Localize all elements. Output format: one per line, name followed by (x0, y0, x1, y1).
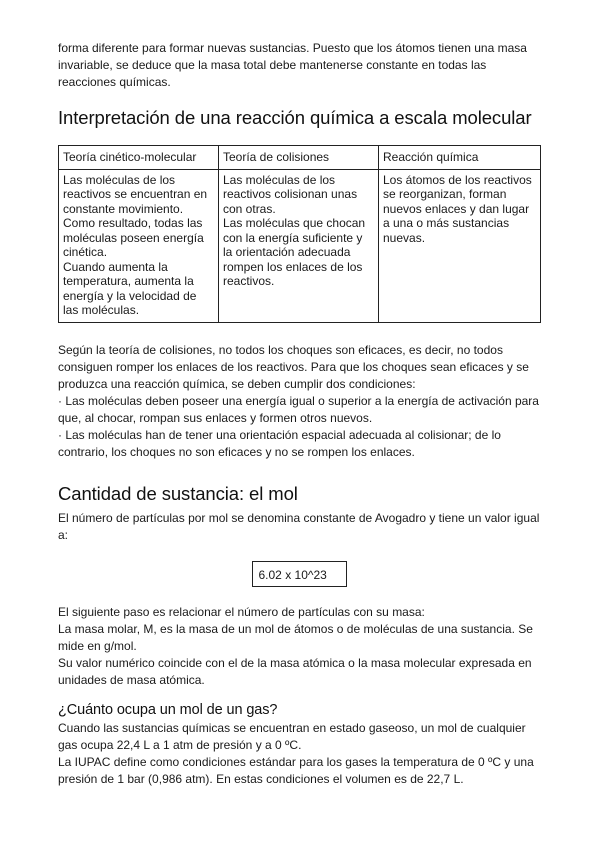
table-row (59, 169, 541, 322)
intro-paragraph: forma diferente para formar nuevas sustancias. Puesto que los átomos tienen una masa invariable, se deduce que la masa total debe mantenerse constante en todas las reacciones químicas. (58, 41, 527, 89)
cell-line: Como resultado, todas las moléculas poseen energía cinética. (63, 216, 204, 259)
table-cell-reaction (379, 169, 541, 322)
table-header-collisions: Teoría de colisiones (219, 146, 379, 170)
document-page (58, 40, 546, 788)
theories-table (58, 145, 541, 323)
table-header-reaction: Reacción química (379, 146, 541, 170)
section-title-mol: Cantidad de sustancia: el mol (58, 482, 298, 504)
cell-line: Cuando aumenta la temperatura, aumenta la energía y la velocidad de las moléculas. (63, 259, 197, 317)
gas-paragraph: Cuando las sustancias químicas se encuentran en estado gaseoso, un mol de cualquier gas ocupa 22,4 L a 1 atm de presión y a 0 ºC. (58, 720, 526, 752)
collision-paragraph: Según la teoría de colisiones, no todos los choques son eficaces, es decir, no todos consiguen romper los enlaces de los reactivos. Para que los choques sean eficaces y se produzca una reacción química, se deben cumplir dos condiciones: (58, 342, 529, 391)
section-title-gas: ¿Cuánto ocupa un mol de un gas? (58, 701, 278, 718)
table-header-row (59, 146, 541, 170)
avogadro-constant-box: 6.02 x 10^23 (252, 561, 347, 587)
cell-line: Las moléculas que chocan con la energía suficiente y la orientación adecuada rompen los enlaces de los reactivos. (223, 216, 366, 288)
molar-mass-paragraph: Su valor numérico coincide con el de la masa atómica o la masa molecular expresada en unidades de masa atómica. (58, 655, 532, 687)
table-cell-kinetic (59, 169, 219, 322)
avogadro-paragraph: El número de partículas por mol se denomina constante de Avogadro y tiene un valor igual a: (58, 510, 540, 542)
cell-line: Los átomos de los reactivos se reorganizan, forman nuevos enlaces y dan lugar a una o más sustancias nuevas. (383, 172, 532, 245)
cell-line: Las moléculas de los reactivos se encuentran en constante movimiento. (63, 172, 208, 216)
collision-theory-text (58, 342, 546, 461)
cell-line: Las moléculas de los reactivos colisionan unas con otras. (223, 172, 358, 216)
molar-mass-paragraph: La masa molar, M, es la masa de un mol de átomos o de moléculas de una sustancia. Se mide en g/mol. (58, 621, 533, 653)
condition-item: · Las moléculas han de tener una orientación espacial adecuada al colisionar; de lo contrario, los choques no son eficaces y no se rompen los enlaces. (58, 427, 501, 459)
table-header-kinetic: Teoría cinético-molecular (59, 146, 219, 170)
molar-mass-paragraph: El siguiente paso es relacionar el número de partículas con su masa: (58, 604, 425, 619)
condition-item: · Las moléculas deben poseer una energía igual o superior a la energía de activación para que, al chocar, rompan sus enlaces y formen otros nuevos. (58, 393, 539, 425)
table-cell-collisions (219, 169, 379, 322)
section-title-interpretation: Interpretación de una reacción química a escala molecular (58, 107, 532, 128)
gas-paragraph: La IUPAC define como condiciones estándar para los gases la temperatura de 0 ºC y una presión de 1 bar (0,986 atm). En estas condiciones el volumen es de 22,7 L. (58, 754, 534, 786)
